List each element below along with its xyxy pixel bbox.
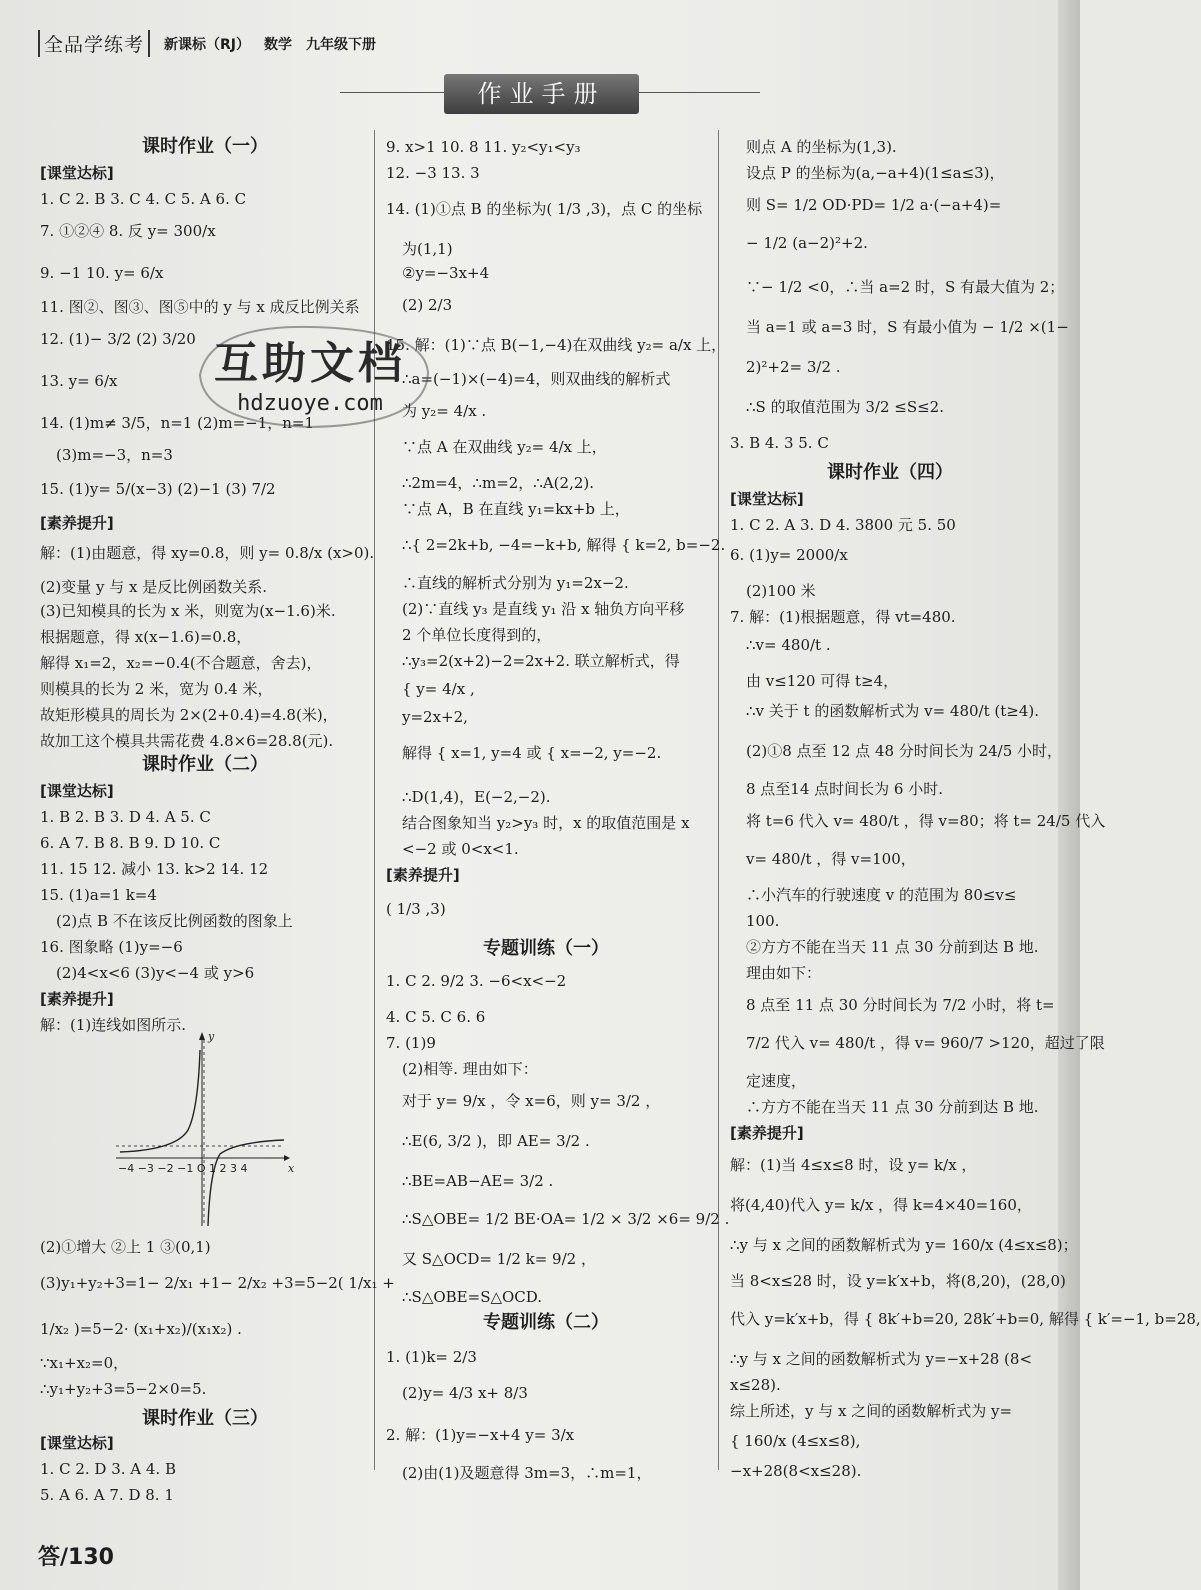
answer-line: 8 点至 11 点 30 分时间长为 7/2 小时，将 t=: [746, 996, 1055, 1014]
section-title: 课时作业（二）: [142, 754, 268, 775]
answer-line: 15. (1)y= 5/(x−3) (2)−1 (3) 7/2: [40, 480, 276, 498]
answer-line: (2)相等. 理由如下：: [402, 1060, 538, 1078]
grade-label: 九年级下册: [306, 36, 377, 53]
answer-line: 将(4,40)代入 y= k/x ，得 k=4×40=160，: [730, 1196, 1032, 1214]
answer-line: (2)①增大 ②上 1 ③(0,1): [40, 1238, 211, 1256]
section-banner: 作业手册: [444, 74, 639, 114]
answer-line: 14. (1)m≠ 3/5，n=1 (2)m=−1，n=1: [40, 414, 315, 432]
subsection-label: [课堂达标]: [40, 782, 114, 800]
answer-line: 13. y= 6/x: [40, 372, 118, 390]
answer-line: ∵− 1/2 <0，∴当 a=2 时，S 有最大值为 2；: [746, 278, 1065, 296]
answer-line: { y= 4/x ,: [402, 680, 475, 698]
answer-line: (2)∵直线 y₃ 是直线 y₁ 沿 x 轴负方向平移: [402, 600, 685, 618]
answer-line: 理由如下：: [746, 964, 822, 982]
answer-line: ∴E(6, 3/2 )，即 AE= 3/2 .: [402, 1132, 590, 1150]
answer-line: 解得 x₁=2，x₂=−0.4(不合题意，舍去)，: [40, 654, 322, 672]
answer-line: y=2x+2,: [402, 708, 468, 726]
answer-line: (2)点 B 不在该反比例函数的图象上: [56, 912, 293, 930]
answer-line: 则 S= 1/2 OD·PD= 1/2 a·(−a+4)=: [746, 196, 1002, 214]
answer-line: 设点 P 的坐标为(a,−a+4)(1≤a≤3)，: [746, 164, 1005, 182]
answer-line: 由 v≤120 可得 t≥4，: [746, 672, 899, 690]
answer-line: (3)已知模具的长为 x 米，则宽为(x−1.6)米.: [40, 602, 336, 620]
answer-line: 根据题意，得 x(x−1.6)=0.8，: [40, 628, 252, 646]
answer-line: ∴v= 480/t .: [746, 636, 831, 654]
page-header: [38, 30, 376, 57]
answer-line: ∴D(1,4)，E(−2,−2).: [402, 788, 551, 806]
book-spine: [1058, 0, 1080, 1590]
answer-line: 又 S△OCD= 1/2 k= 9/2 ，: [402, 1250, 596, 1268]
answer-line: 当 8<x≤28 时，设 y=k′x+b，将(8,20)，(28,0): [730, 1272, 1066, 1290]
x-axis-arrow: [284, 1155, 290, 1161]
answer-line: 15. 解：(1)∵点 B(−1,−4)在双曲线 y₂= a/x 上，: [386, 336, 727, 354]
y-axis-label: y: [208, 1030, 215, 1043]
answer-line: 当 a=1 或 a=3 时，S 有最小值为 − 1/2 ×(1−: [746, 318, 1069, 336]
answer-line: 9. −1 10. y= 6/x: [40, 264, 164, 282]
answer-line: − 1/2 (a−2)²+2.: [746, 234, 868, 252]
answer-line: ∴S△OBE=S△OCD.: [402, 1288, 543, 1306]
answer-line: 14. (1)①点 B 的坐标为( 1/3 ,3)，点 C 的坐标: [386, 200, 703, 218]
answer-line: (2)由(1)及题意得 3m=3，∴m=1，: [402, 1464, 652, 1482]
answer-line: (2)①8 点至 12 点 48 分时间长为 24/5 小时，: [746, 742, 1063, 760]
x-tick-labels: −4 −3 −2 −1 O 1 2 3 4: [118, 1162, 248, 1175]
answer-line: 1. C 2. 9/2 3. −6<x<−2: [386, 972, 567, 990]
answer-line: 7. 解：(1)根据题意，得 vt=480.: [730, 608, 956, 626]
subsection-label: [素养提升]: [40, 990, 114, 1008]
answer-line: ∴直线的解析式分别为 y₁=2x−2.: [402, 574, 629, 592]
answer-line: 解：(1)当 4≤x≤8 时，设 y= k/x ，: [730, 1156, 977, 1174]
curve-branch-left: [120, 1050, 200, 1152]
edition-label: 新课标（RJ）: [164, 36, 251, 53]
answer-line: 1. C 2. A 3. D 4. 3800 元 5. 50: [730, 516, 956, 534]
answer-line: 将 t=6 代入 v= 480/t ，得 v=80；将 t= 24/5 代入: [746, 812, 1106, 830]
answer-line: 7. (1)9: [386, 1034, 436, 1052]
answer-line: ∴方方不能在当天 11 点 30 分前到达 B 地.: [746, 1098, 1039, 1116]
answer-line: <−2 或 0<x<1.: [402, 840, 519, 858]
answer-line: 则模具的长为 2 米，宽为 0.4 米，: [40, 680, 273, 698]
answer-line: ∴小汽车的行驶速度 v 的范围为 80≤v≤: [746, 886, 1017, 904]
answer-line: ∵点 A 在双曲线 y₂= 4/x 上，: [402, 438, 607, 456]
answer-line: 11. 图②、图③、图⑤中的 y 与 x 成反比例关系: [40, 298, 360, 316]
answer-line: 8 点至14 点时间长为 6 小时.: [746, 780, 944, 798]
answer-line: 15. (1)a=1 k=4: [40, 886, 157, 904]
subsection-label: [课堂达标]: [730, 490, 804, 508]
answer-line: −x+28(8<x≤28).: [730, 1462, 862, 1480]
subsection-label: [素养提升]: [386, 866, 460, 884]
subsection-label: [素养提升]: [730, 1124, 804, 1142]
section-title: 课时作业（四）: [827, 462, 953, 483]
answer-line: 7/2 代入 v= 480/t ，得 v= 960/7 >120，超过了限: [746, 1034, 1105, 1052]
answer-line: 2)²+2= 3/2 .: [746, 358, 841, 376]
answer-line: ∴v 关于 t 的函数解析式为 v= 480/t (t≥4).: [746, 702, 1040, 720]
answer-line: 1. C 2. D 3. A 4. B: [40, 1460, 176, 1478]
answer-line: 5. A 6. A 7. D 8. 1: [40, 1486, 174, 1504]
answer-line: ∴y₃=2(x+2)−2=2x+2. 联立解析式，得: [402, 652, 680, 670]
answer-line: 定速度，: [746, 1072, 807, 1090]
section-title: 课时作业（一）: [142, 136, 268, 157]
answer-line: ②y=−3x+4: [402, 264, 490, 282]
answer-line: (3)y₁+y₂+3=1− 2/x₁ +1− 2/x₂ +3=5−2( 1/x₁ +: [40, 1274, 395, 1292]
answer-line: ∴y₁+y₂+3=5−2×0=5.: [40, 1380, 207, 1398]
answer-line: ∴2m=4，∴m=2，∴A(2,2).: [402, 474, 595, 492]
answer-line: 4. C 5. C 6. 6: [386, 1008, 486, 1026]
answer-line: 1. (1)k= 2/3: [386, 1348, 477, 1366]
answer-line: 解：(1)连线如图所示.: [40, 1016, 187, 1034]
answer-line: 6. A 7. B 8. B 9. D 10. C: [40, 834, 221, 852]
answer-line: 1. B 2. B 3. D 4. A 5. C: [40, 808, 211, 826]
watermark-url: hdzuoye.com: [237, 391, 383, 416]
answer-line: ∵点 A，B 在直线 y₁=kx+b 上，: [402, 500, 630, 518]
section-title: 专题训练（一）: [483, 938, 609, 959]
answer-line: ∴y 与 x 之间的函数解析式为 y=−x+28 (8<: [730, 1350, 1033, 1368]
watermark-stamp: [190, 315, 440, 435]
answer-line: 解得 { x=1, y=4 或 { x=−2, y=−2.: [402, 744, 662, 762]
curve-branch-right: [208, 1140, 284, 1226]
answer-line: 代入 y=k′x+b，得 { 8k′+b=20, 28k′+b=0, 解得 { k′=−1, b=28,: [730, 1310, 1201, 1328]
answer-line: 结合图象知当 y₂>y₃ 时，x 的取值范围是 x: [402, 814, 690, 832]
column-divider: [718, 130, 719, 1470]
answer-line: (2)4<x<6 (3)y<−4 或 y>6: [56, 964, 255, 982]
section-title: 专题训练（二）: [483, 1312, 609, 1333]
answer-line: 9. x>1 10. 8 11. y₂<y₁<y₃: [386, 138, 581, 156]
section-title: 课时作业（三）: [142, 1408, 268, 1429]
subsection-label: [课堂达标]: [40, 1434, 114, 1452]
answer-line: 16. 图象略 (1)y=−6: [40, 938, 183, 956]
answer-line: ∴S 的取值范围为 3/2 ≤S≤2.: [746, 398, 944, 416]
answer-line: 12. −3 13. 3: [386, 164, 480, 182]
subsection-label: [课堂达标]: [40, 164, 114, 182]
answer-line: ∵x₁+x₂=0，: [40, 1354, 129, 1372]
answer-line: ∴BE=AB−AE= 3/2 .: [402, 1172, 554, 1190]
answer-line: { 160/x (4≤x≤8),: [730, 1432, 861, 1450]
x-axis-label: x: [288, 1162, 295, 1175]
answer-line: 对于 y= 9/x ，令 x=6，则 y= 3/2 ，: [402, 1092, 661, 1110]
hyperbola-graph: [116, 1030, 296, 1230]
answer-line: 11. 15 12. 减小 13. k>2 14. 12: [40, 860, 269, 878]
answer-line: 故矩形模具的周长为 2×(2+0.4)=4.8(米)，: [40, 706, 338, 724]
answer-line: 2. 解：(1)y=−x+4 y= 3/x: [386, 1426, 575, 1444]
answer-line: 100.: [746, 912, 780, 930]
answer-line: (2)变量 y 与 x 是反比例函数关系.: [40, 578, 268, 596]
answer-line: (3)m=−3，n=3: [56, 446, 173, 464]
answer-line: x≤28).: [730, 1376, 781, 1394]
answer-line: 解：(1)由题意，得 xy=0.8，则 y= 0.8/x (x>0).: [40, 544, 375, 562]
answer-line: 1. C 2. B 3. C 4. C 5. A 6. C: [40, 190, 247, 208]
answer-line: 为 y₂= 4/x .: [402, 402, 487, 420]
answer-line: 综上所述，y 与 x 之间的函数解析式为 y=: [730, 1402, 1013, 1420]
answer-line: ∴{ 2=2k+b, −4=−k+b, 解得 { k=2, b=−2.: [402, 536, 726, 554]
answer-line: 为(1,1): [402, 240, 453, 258]
answer-line: ∴S△OBE= 1/2 BE·OA= 1/2 × 3/2 ×6= 9/2 .: [402, 1210, 730, 1228]
page-number: 答/130: [38, 1545, 114, 1570]
brand-name: 全品学练考: [38, 30, 150, 57]
answer-line: 3. B 4. 3 5. C: [730, 434, 829, 452]
answer-line: ( 1/3 ,3): [386, 900, 446, 918]
subsection-label: [素养提升]: [40, 514, 114, 532]
answer-line: ∴y 与 x 之间的函数解析式为 y= 160/x (4≤x≤8)；: [730, 1236, 1078, 1254]
watermark-title: 互助文档: [214, 338, 406, 389]
subject-label: 数学: [264, 36, 293, 53]
answer-line: 1/x₂ )=5−2· (x₁+x₂)/(x₁x₂) .: [40, 1320, 242, 1338]
answer-line: 故加工这个模具共需花费 4.8×6=28.8(元).: [40, 732, 334, 750]
answer-line: 则点 A 的坐标为(1,3).: [746, 138, 897, 156]
answer-line: 12. (1)− 3/2 (2) 3/20: [40, 330, 196, 348]
answer-line: 2 个单位长度得到的，: [402, 626, 552, 644]
answer-line: v= 480/t ，得 v=100，: [746, 850, 916, 868]
answer-line: 6. (1)y= 2000/x: [730, 546, 848, 564]
answer-line: ∴a=(−1)×(−4)=4，则双曲线的解析式: [402, 370, 671, 388]
answer-line: ②方方不能在当天 11 点 30 分前到达 B 地.: [746, 938, 1039, 956]
answer-line: (2)100 米: [746, 582, 816, 600]
answer-line: (2) 2/3: [402, 296, 453, 314]
y-axis-arrow: [199, 1032, 205, 1040]
answer-line: 7. ①②④ 8. 反 y= 300/x: [40, 222, 216, 240]
answer-line: (2)y= 4/3 x+ 8/3: [402, 1384, 528, 1402]
